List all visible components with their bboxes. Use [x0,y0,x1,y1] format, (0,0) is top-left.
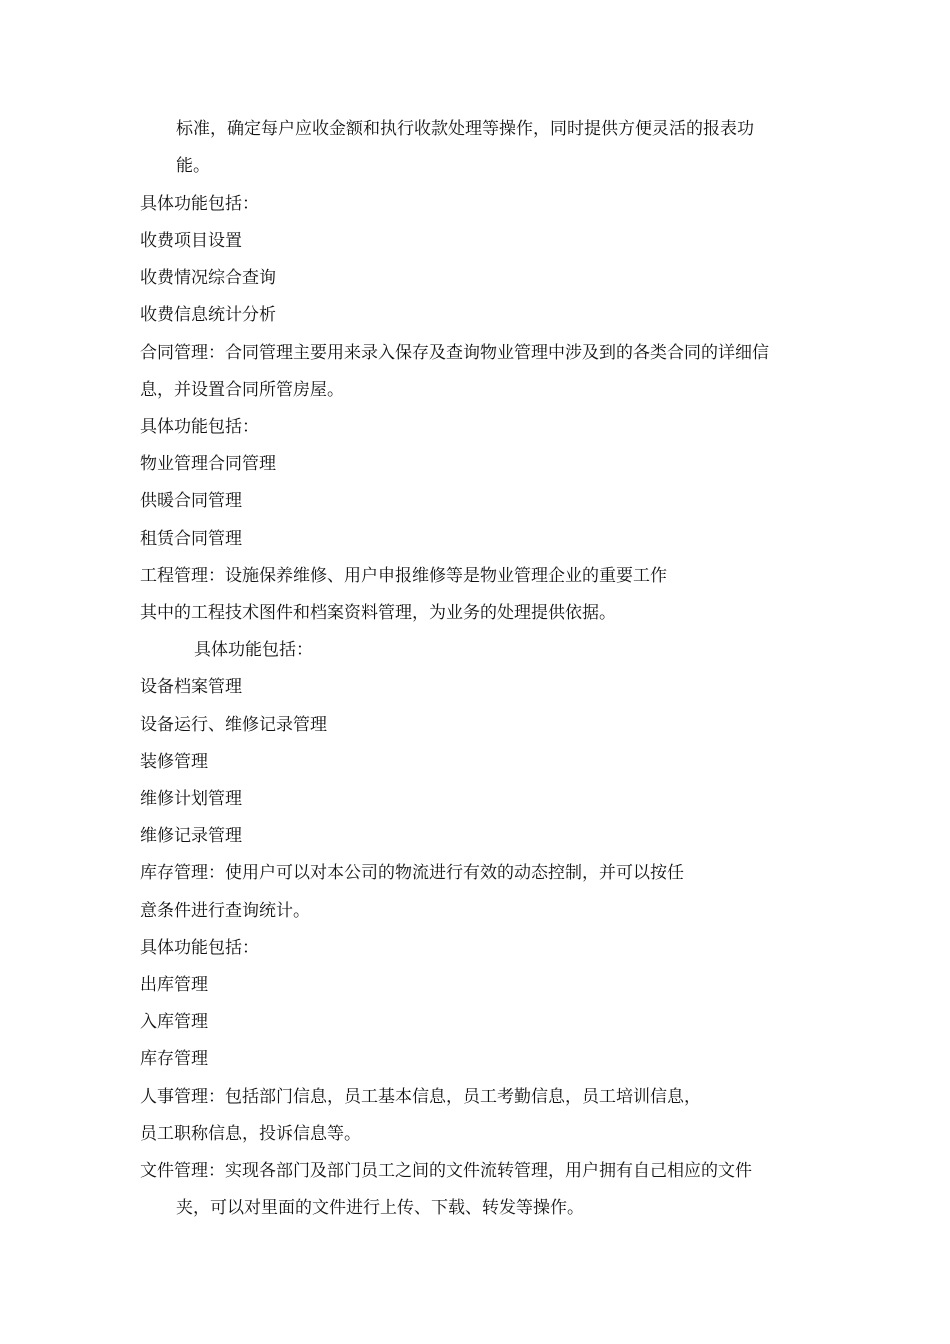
text-line: 租赁合同管理 [140,529,242,549]
text-line: 文件管理：实现各部门及部门员工之间的文件流转管理，用户拥有自己相应的文件 [140,1161,752,1181]
text-line: 物业管理合同管理 [140,454,276,474]
text-line: 夹，可以对里面的文件进行上传、下载、转发等操作。 [176,1198,584,1218]
text-line: 员工职称信息，投诉信息等。 [140,1124,361,1144]
text-line: 库存管理 [140,1049,208,1069]
text-line: 标准，确定每户应收金额和执行收款处理等操作，同时提供方便灵活的报表功 [176,119,754,139]
text-line: 出库管理 [140,975,208,995]
text-line: 库存管理：使用户可以对本公司的物流进行有效的动态控制，并可以按任 [140,863,684,883]
text-line: 设备档案管理 [140,677,242,697]
text-line: 具体功能包括： [140,417,259,437]
text-line: 维修记录管理 [140,826,242,846]
text-line: 能。 [176,156,210,176]
text-line: 入库管理 [140,1012,208,1032]
text-line: 维修计划管理 [140,789,242,809]
text-line: 收费信息统计分析 [140,305,276,325]
text-line: 装修管理 [140,752,208,772]
text-line: 人事管理：包括部门信息，员工基本信息，员工考勤信息，员工培训信息， [140,1087,701,1107]
text-line: 具体功能包括： [194,640,313,660]
text-line: 收费项目设置 [140,231,242,251]
text-line: 合同管理：合同管理主要用来录入保存及查询物业管理中涉及到的各类合同的详细信 [140,343,769,363]
text-line: 意条件进行查询统计。 [140,901,310,921]
text-line: 工程管理：设施保养维修、用户申报维修等是物业管理企业的重要工作 [140,566,667,586]
text-line: 设备运行、维修记录管理 [140,715,327,735]
text-line: 供暖合同管理 [140,491,242,511]
text-line: 其中的工程技术图件和档案资料管理，为业务的处理提供依据。 [140,603,616,623]
text-line: 息，并设置合同所管房屋。 [140,380,344,400]
text-line: 具体功能包括： [140,938,259,958]
text-line: 收费情况综合查询 [140,268,276,288]
text-line: 具体功能包括： [140,194,259,214]
